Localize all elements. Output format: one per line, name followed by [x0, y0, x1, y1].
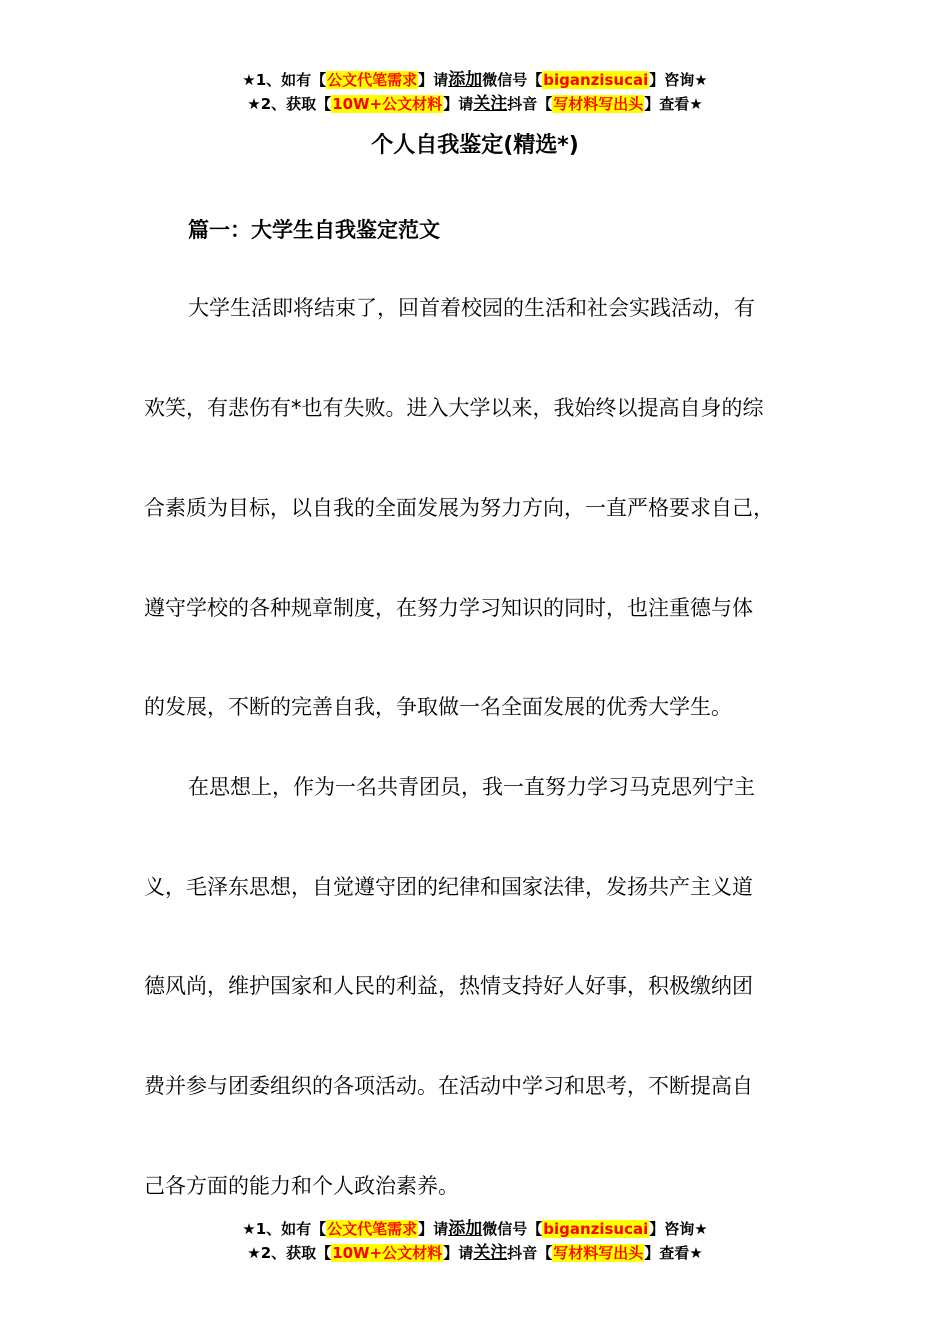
body-line: 义，毛泽东思想，自觉遵守团的纪律和国家法律，发扬共产主义道	[144, 875, 753, 899]
highlight-wechat-id: biganzisucai	[543, 1220, 649, 1238]
body-line: 大学生活即将结束了，回首着校园的生活和社会实践活动，有	[188, 296, 755, 320]
body-line: 己各方面的能力和个人政治素养。	[144, 1174, 459, 1198]
promo-banner-bottom	[0, 1217, 950, 1265]
promo-line-2: ★2、获取【10W+公文材料】请关注抖音【写材料写出头】查看★	[247, 94, 703, 114]
body-line: 欢笑，有悲伤有*也有失败。进入大学以来，我始终以提高自身的综	[144, 396, 764, 420]
underlined-add: 添加	[448, 70, 483, 90]
underlined-follow: 关注	[473, 1243, 508, 1263]
highlight-service: 公文代笔需求	[327, 71, 418, 89]
promo-banner-top	[0, 68, 950, 116]
highlight-douyin-account: 写材料写出头	[553, 1244, 644, 1262]
body-line: 合素质为目标，以自我的全面发展为努力方向，一直严格要求自己，	[144, 496, 774, 520]
highlight-service: 公文代笔需求	[327, 1220, 418, 1238]
highlight-materials: 10W+公文材料	[332, 95, 443, 113]
body-line: 德风尚，维护国家和人民的利益，热情支持好人好事，积极缴纳团	[144, 974, 753, 998]
highlight-wechat-id: biganzisucai	[543, 71, 649, 89]
promo-line-1: ★1、如有【公文代笔需求】请添加微信号【biganzisucai】咨询★	[242, 70, 708, 90]
underlined-add: 添加	[448, 1219, 483, 1239]
promo-line-2: ★2、获取【10W+公文材料】请关注抖音【写材料写出头】查看★	[247, 1243, 703, 1263]
body-line: 的发展，不断的完善自我，争取做一名全面发展的优秀大学生。	[144, 695, 732, 719]
body-line: 费并参与团委组织的各项活动。在活动中学习和思考，不断提高自	[144, 1074, 753, 1098]
highlight-materials: 10W+公文材料	[332, 1244, 443, 1262]
promo-line-1: ★1、如有【公文代笔需求】请添加微信号【biganzisucai】咨询★	[242, 1219, 708, 1239]
document-title: 个人自我鉴定(精选*)	[371, 133, 579, 158]
body-line: 在思想上，作为一名共青团员，我一直努力学习马克思列宁主	[188, 775, 755, 799]
section-heading: 篇一：大学生自我鉴定范文	[188, 218, 440, 242]
body-line: 遵守学校的各种规章制度，在努力学习知识的同时，也注重德与体	[144, 596, 753, 620]
highlight-douyin-account: 写材料写出头	[553, 95, 644, 113]
underlined-follow: 关注	[473, 94, 508, 114]
